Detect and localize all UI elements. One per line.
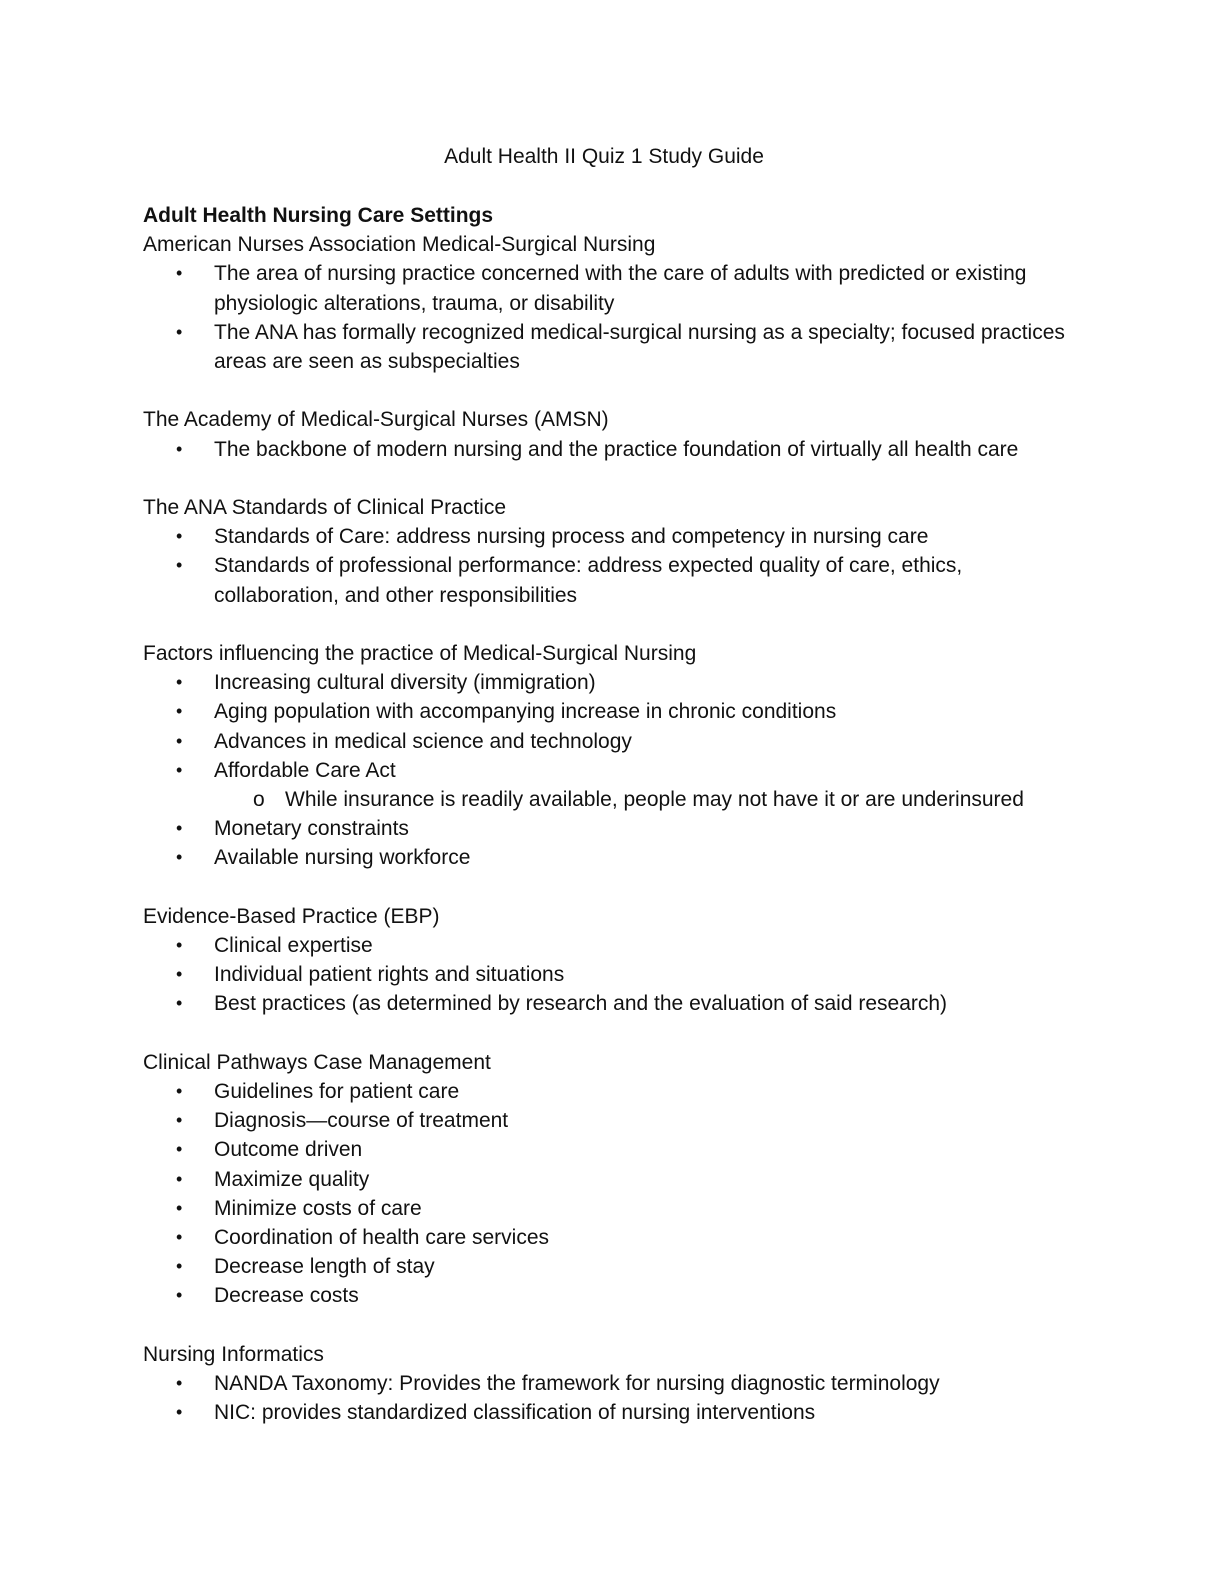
bullet-list [143,259,1083,376]
bullet-list [143,435,1083,464]
list-item [143,989,1083,1018]
list-item [143,756,1083,814]
circle-bullet-icon: o [253,788,265,812]
section [143,639,1083,873]
list-item [143,727,1083,756]
bullet-icon: • [176,1139,183,1160]
bullet-icon: • [176,818,183,839]
bullet-icon: • [176,1285,183,1306]
list-item [143,1106,1083,1135]
section [143,1048,1083,1311]
bullet-icon: • [176,672,183,693]
bullet-icon: • [176,1402,183,1423]
list-item-text: Standards of Care: address nursing process and competency in nursing care [214,525,929,549]
list-item-text: Minimize costs of care [214,1196,422,1220]
list-item [143,1369,1083,1398]
list-item [143,1223,1083,1252]
document-body [143,201,1083,1457]
list-item-text: Available nursing workforce [214,846,471,870]
list-item-text: Standards of professional performance: address expected quality of care, ethics, collaboration, and other responsibilities [214,554,963,607]
list-item [143,1077,1083,1106]
main-heading: Adult Health Nursing Care Settings [143,204,494,227]
bullet-icon: • [176,935,183,956]
list-item [143,318,1083,376]
list-item-text: Affordable Care Act [214,758,396,782]
list-item-text: NIC: provides standardized classification of nursing interventions [214,1401,816,1425]
list-item-text: Aging population with accompanying increase in chronic conditions [214,700,837,724]
list-item [143,435,1083,464]
section [143,1340,1083,1428]
list-item [143,697,1083,726]
bullet-list [143,668,1083,872]
list-item-text: Decrease costs [214,1284,359,1308]
list-item-text: Individual patient rights and situations [214,963,565,987]
list-item [143,1398,1083,1427]
bullet-icon: • [176,1081,183,1102]
bullet-icon: • [176,1110,183,1131]
list-item [143,931,1083,960]
bullet-icon: • [176,526,183,547]
list-item-text: Outcome driven [214,1138,363,1162]
list-item-text: Guidelines for patient care [214,1080,460,1104]
bullet-icon: • [176,964,183,985]
list-item-text: Coordination of health care services [214,1226,550,1250]
list-item [143,1165,1083,1194]
list-item-text: The ANA has formally recognized medical-surgical nursing as a specialty; focused practices areas are seen as subspecialties [214,320,1065,374]
list-item [143,522,1083,551]
bullet-icon: • [176,1168,183,1189]
list-item-text: The backbone of modern nursing and the practice foundation of virtually all health care [214,437,1019,461]
bullet-icon: • [176,701,183,722]
list-item [143,551,1083,609]
list-item [143,668,1083,697]
document-title: Adult Health II Quiz 1 Study Guide [444,145,764,168]
section-heading: The Academy of Medical-Surgical Nurses (AMSN) [143,408,609,432]
list-item-text: Clinical expertise [214,934,373,958]
list-item-text: Decrease length of stay [214,1255,435,1279]
sub-list-item [143,785,1083,814]
bullet-icon: • [176,993,183,1014]
sections-container [143,230,1083,1427]
bullet-icon: • [176,1227,183,1248]
list-item [143,1252,1083,1281]
section-heading: The ANA Standards of Clinical Practice [143,496,507,519]
list-item-text: The area of nursing practice concerned with the care of adults with predicted or existing physiologic alterations, trauma, or disability [214,262,1027,315]
bullet-icon: • [176,1197,183,1218]
list-item [143,1194,1083,1223]
list-item-text: NANDA Taxonomy: Provides the framework for nursing diagnostic terminology [214,1372,940,1396]
bullet-icon: • [176,847,183,868]
list-item-text: Diagnosis—course of treatment [214,1109,509,1133]
list-item-text: Increasing cultural diversity (immigration) [214,671,596,695]
section-heading: Evidence-Based Practice (EBP) [143,904,440,928]
section [143,493,1083,610]
section [143,230,1083,376]
bullet-icon: • [176,438,183,459]
section [143,902,1083,1019]
bullet-icon: • [176,1373,183,1394]
list-item [143,814,1083,843]
section-heading: Clinical Pathways Case Management [143,1050,491,1074]
list-item [143,1135,1083,1164]
sub-list-item-text: While insurance is readily available, people may not have it or are underinsured [285,788,1024,812]
list-item-text: Maximize quality [214,1167,370,1191]
list-item [143,259,1083,317]
bullet-icon: • [176,1256,183,1277]
list-item-text: Monetary constraints [214,817,409,841]
list-item-text: Best practices (as determined by research and the evaluation of said research) [214,992,948,1016]
bullet-list [143,1369,1083,1427]
bullet-icon: • [176,555,183,576]
bullet-icon: • [176,321,183,342]
section-heading: Factors influencing the practice of Medical-Surgical Nursing [143,642,697,665]
list-item [143,960,1083,989]
bullet-list [143,522,1083,610]
section-heading: American Nurses Association Medical-Surgical Nursing [143,233,656,257]
bullet-list [143,1077,1083,1311]
section-heading: Nursing Informatics [143,1342,324,1366]
list-item [143,843,1083,872]
section [143,405,1083,463]
bullet-icon: • [176,263,183,284]
bullet-icon: • [176,759,183,780]
bullet-list [143,931,1083,1019]
sub-bullet-list [214,785,1083,814]
list-item-text: Advances in medical science and technology [214,729,632,753]
list-item [143,1281,1083,1310]
bullet-icon: • [176,730,183,751]
